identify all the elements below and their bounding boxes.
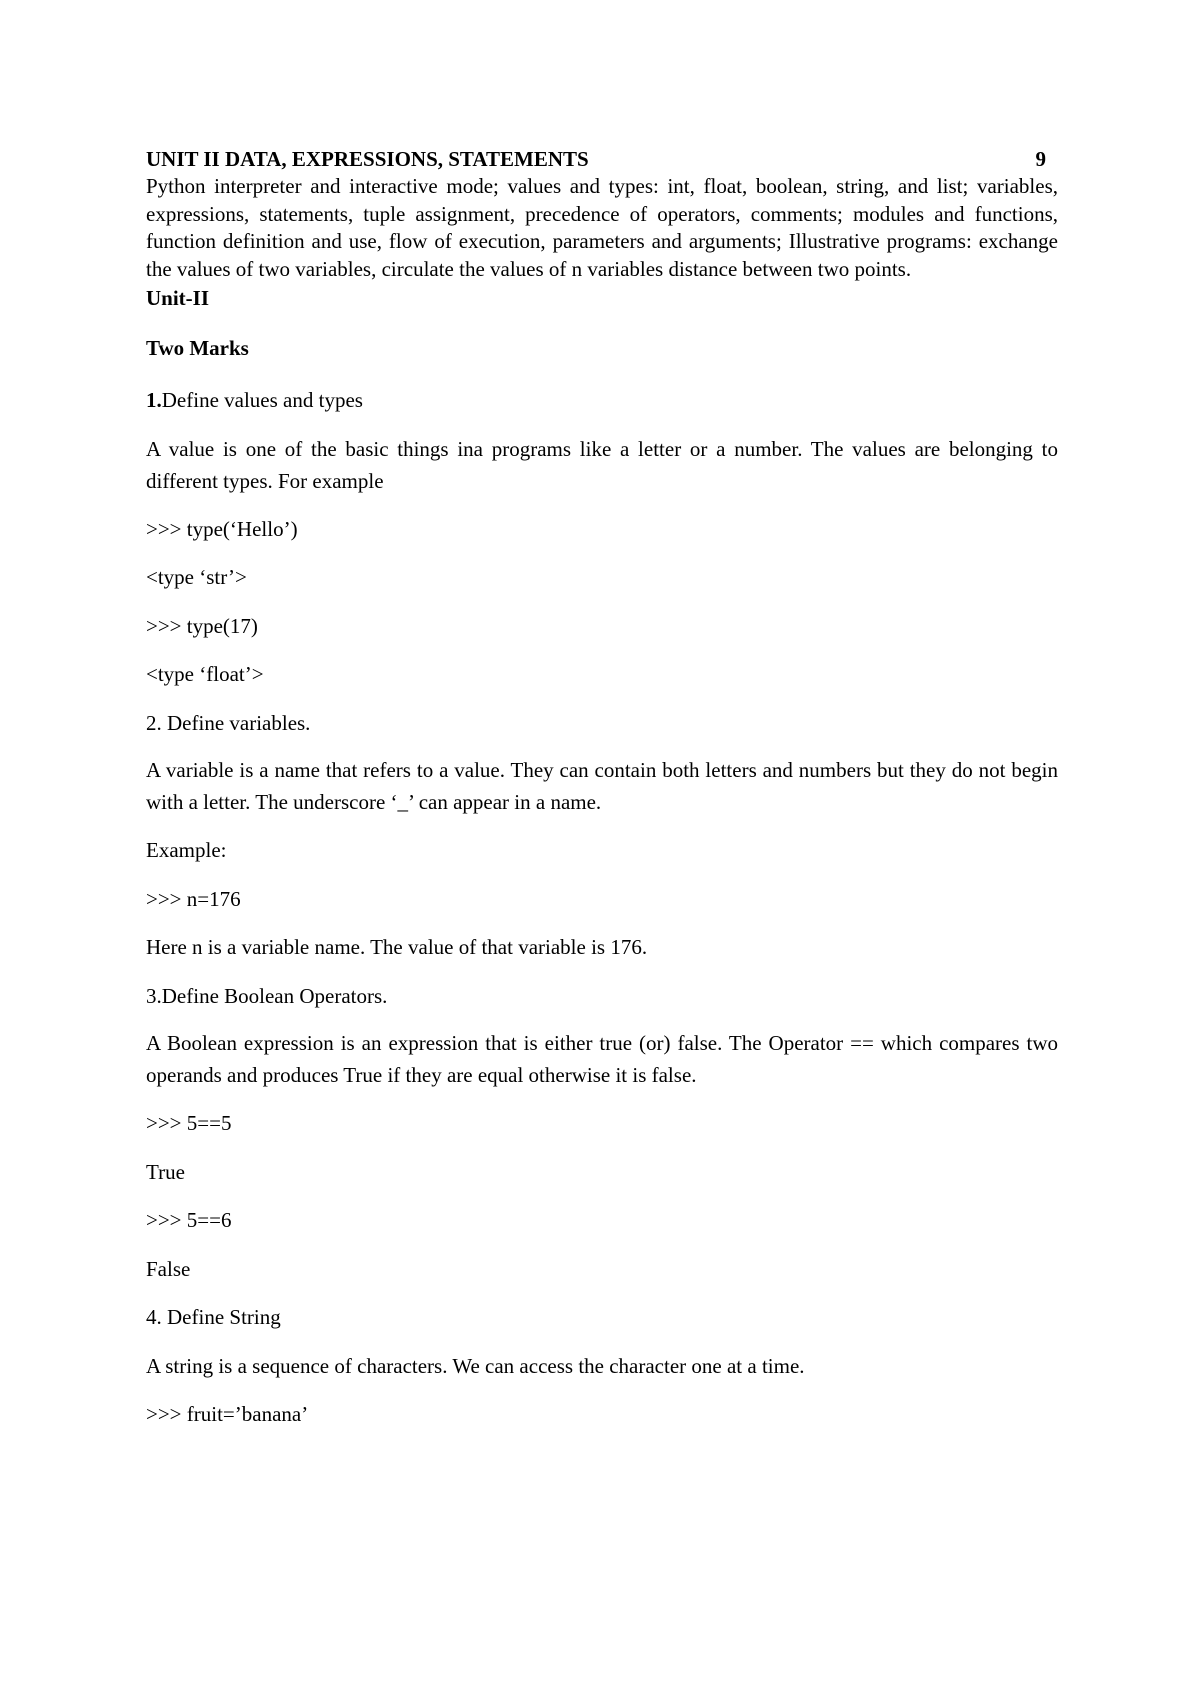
code-output: True [146, 1159, 185, 1184]
question-1-title: Define values and types [161, 388, 363, 412]
unit-title: UNIT II DATA, EXPRESSIONS, STATEMENTS [146, 147, 589, 171]
code-output: False [146, 1256, 191, 1281]
question-2-heading: 2. Define variables. [146, 710, 311, 735]
unit-label: Unit-II [146, 286, 210, 310]
example-label: Example: [146, 838, 227, 862]
code-line: >>> 5==5 [146, 1111, 232, 1135]
code-line: <type ‘float’> [146, 662, 264, 686]
code-line: >>> n=176 [146, 886, 241, 911]
document-page [146, 146, 1058, 1429]
code-line: >>> 5==6 [146, 1208, 232, 1232]
question-2-answer: A variable is a name that refers to a value. They can contain both letters and numbers but they do not begin with a letter. The underscore ‘_’ can appear in a name. [146, 758, 1058, 814]
question-2-explanation: Here n is a variable name. The value of that variable is 176. [146, 935, 648, 959]
question-4-heading: 4. Define String [146, 1305, 281, 1329]
question-1-answer: A value is one of the basic things ina programs like a letter or a number. The values are belonging to different types. For example [146, 436, 1058, 493]
question-4-answer: A string is a sequence of characters. We can access the character one at a time. [146, 1353, 805, 1378]
code-line: >>> fruit=’banana’ [146, 1402, 309, 1426]
question-3-answer: A Boolean expression is an expression that is either true (or) false. The Operator == which compares two operands and produces True if they are equal otherwise it is false. [146, 1031, 1058, 1087]
question-3-heading: 3.Define Boolean Operators. [146, 983, 388, 1008]
unit-hours: 9 [1035, 147, 1046, 171]
code-line: >>> type(17) [146, 613, 258, 638]
question-1-number: 1. [146, 388, 162, 412]
section-title: Two Marks [146, 335, 249, 360]
syllabus-paragraph: Python interpreter and interactive mode; values and types: int, float, boolean, string, and list; variables, expressions, statements, tuple assignment, precedence of operators, comments; modules and functions, function definition and use, flow of execution, parameters and arguments; Illustrative programs: exchange the values of two variables, circulate the values of n variables distance between two points. [146, 174, 1058, 281]
question-1-heading [146, 387, 1058, 415]
code-line: >>> type(‘Hello’) [146, 516, 298, 541]
code-line: <type ‘str’> [146, 565, 247, 589]
unit-header [146, 146, 1058, 173]
